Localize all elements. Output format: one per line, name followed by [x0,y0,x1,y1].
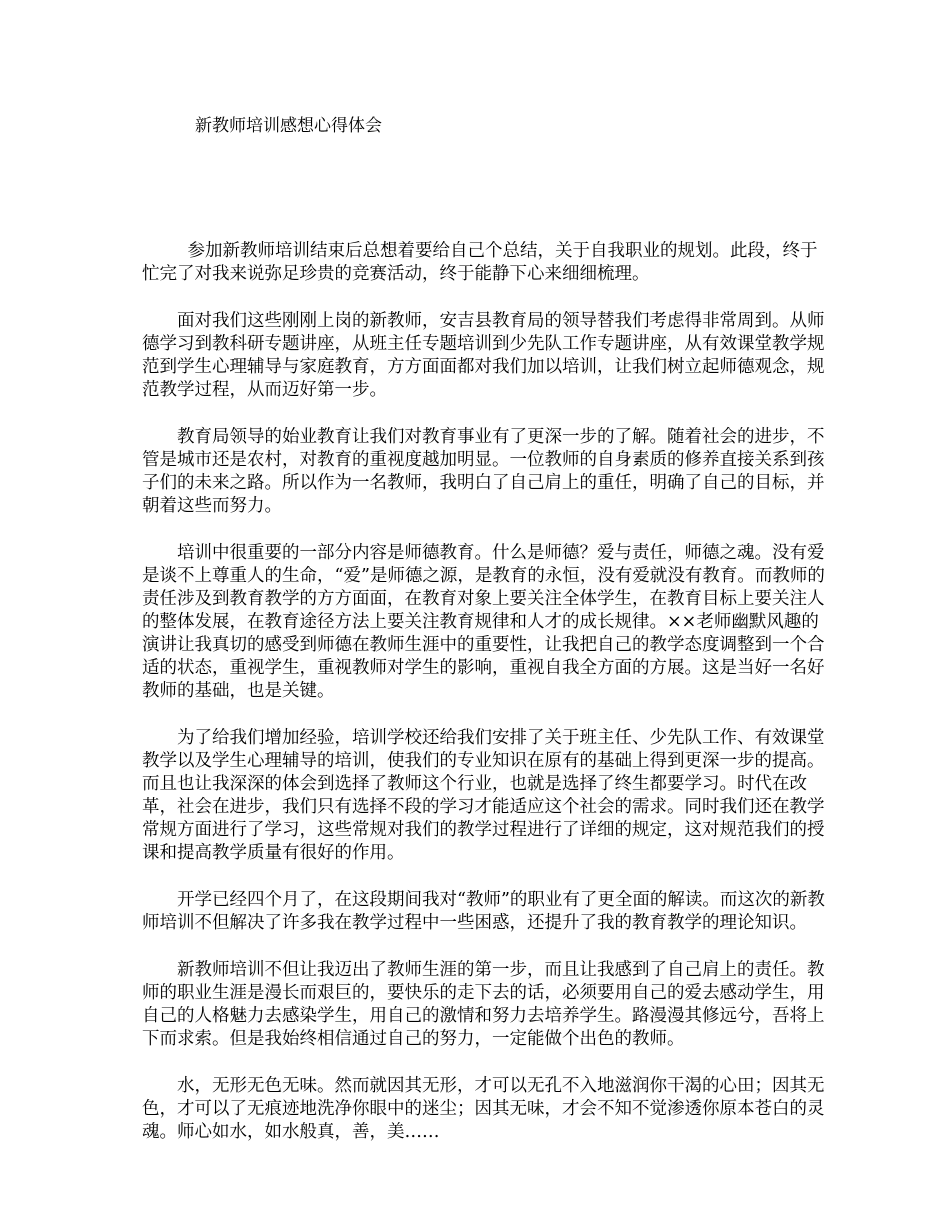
paragraph-4: 培训中很重要的一部分内容是师德教育。什么是师德？爱与责任，师德之魂。没有爱是谈不上尊重人的生命，“爱”是师德之源，是教育的永恒，没有爱就没有教育。而教师的责任涉及到教育教学的方方面面，在教育对象上要关注全体学生，在教育目标上要关注人的整体发展，在教育途径方法上要关注教育规律和人才的成长规律。××老师幽默风趣的演讲让我真切的感受到师德在教师生涯中的重要性，让我把自己的教学态度调整到一个合适的状态，重视学生，重视教师对学生的影响，重视自我全方面的方展。这是当好一名好教师的基础，也是关键。 [142,543,825,701]
paragraph-7: 新教师培训不但让我迈出了教师生涯的第一步，而且让我感到了自己肩上的责任。教师的职业生涯是漫长而艰巨的，要快乐的走下去的话，必须要用自己的爱去感动学生，用自己的人格魅力去感染学生，用自己的激情和努力去培养学生。路漫漫其修远兮，吾将上下而求索。但是我始终相信通过自己的努力，一定能做个出色的教师。 [142,960,825,1049]
paragraph-5: 为了给我们增加经验，培训学校还给我们安排了关于班主任、少先队工作、有效课堂教学以及学生心理辅导的培训，使我们的专业知识在原有的基础上得到更深一步的提高。而且也让我深深的体会到选择了教师这个行业，也就是选择了终生都要学习。时代在改革，社会在进步，我们只有选择不段的学习才能适应这个社会的需求。同时我们还在教学常规方面进行了学习，这些常规对我们的教学过程进行了详细的规定，这对规范我们的授课和提高教学质量有很好的作用。 [142,728,825,863]
paragraph-8: 水，无形无色无味。然而就因其无形，才可以无孔不入地滋润你干渴的心田；因其无色，才可以了无痕迹地洗净你眼中的迷尘；因其无味，才会不知不觉渗透你原本苍白的灵魂。师心如水，如水般真，善，美…… [142,1076,825,1142]
document-title: 新教师培训感想心得体会 [195,116,382,136]
document-body [142,240,827,1168]
paragraph-1: 参加新教师培训结束后总想着要给自己个总结，关于自我职业的规划。此段，终于忙完了对我来说弥足珍贵的竞赛活动，终于能静下心来细细梳理。 [142,241,818,284]
paragraph-3: 教育局领导的始业教育让我们对教育事业有了更深一步的了解。随着社会的进步，不管是城市还是农村，对教育的重视度越加明显。一位教师的自身素质的修养直接关系到孩子们的未来之路。所以作为一名教师，我明白了自己肩上的重任，明确了自己的目标，并朝着这些而努力。 [142,427,825,516]
paragraph-6: 开学已经四个月了，在这段期间我对“教师”的职业有了更全面的解读。而这次的新教师培训不但解决了许多我在教学过程中一些困惑，还提升了我的教育教学的理论知识。 [142,890,825,933]
paragraph-2: 面对我们这些刚刚上岗的新教师，安吉县教育局的领导替我们考虑得非常周到。从师德学习到教科研专题讲座，从班主任专题培训到少先队工作专题讲座，从有效课堂教学规范到学生心理辅导与家庭教育，方方面面都对我们加以培训，让我们树立起师德观念，规范教学过程，从而迈好第一步。 [142,311,825,400]
